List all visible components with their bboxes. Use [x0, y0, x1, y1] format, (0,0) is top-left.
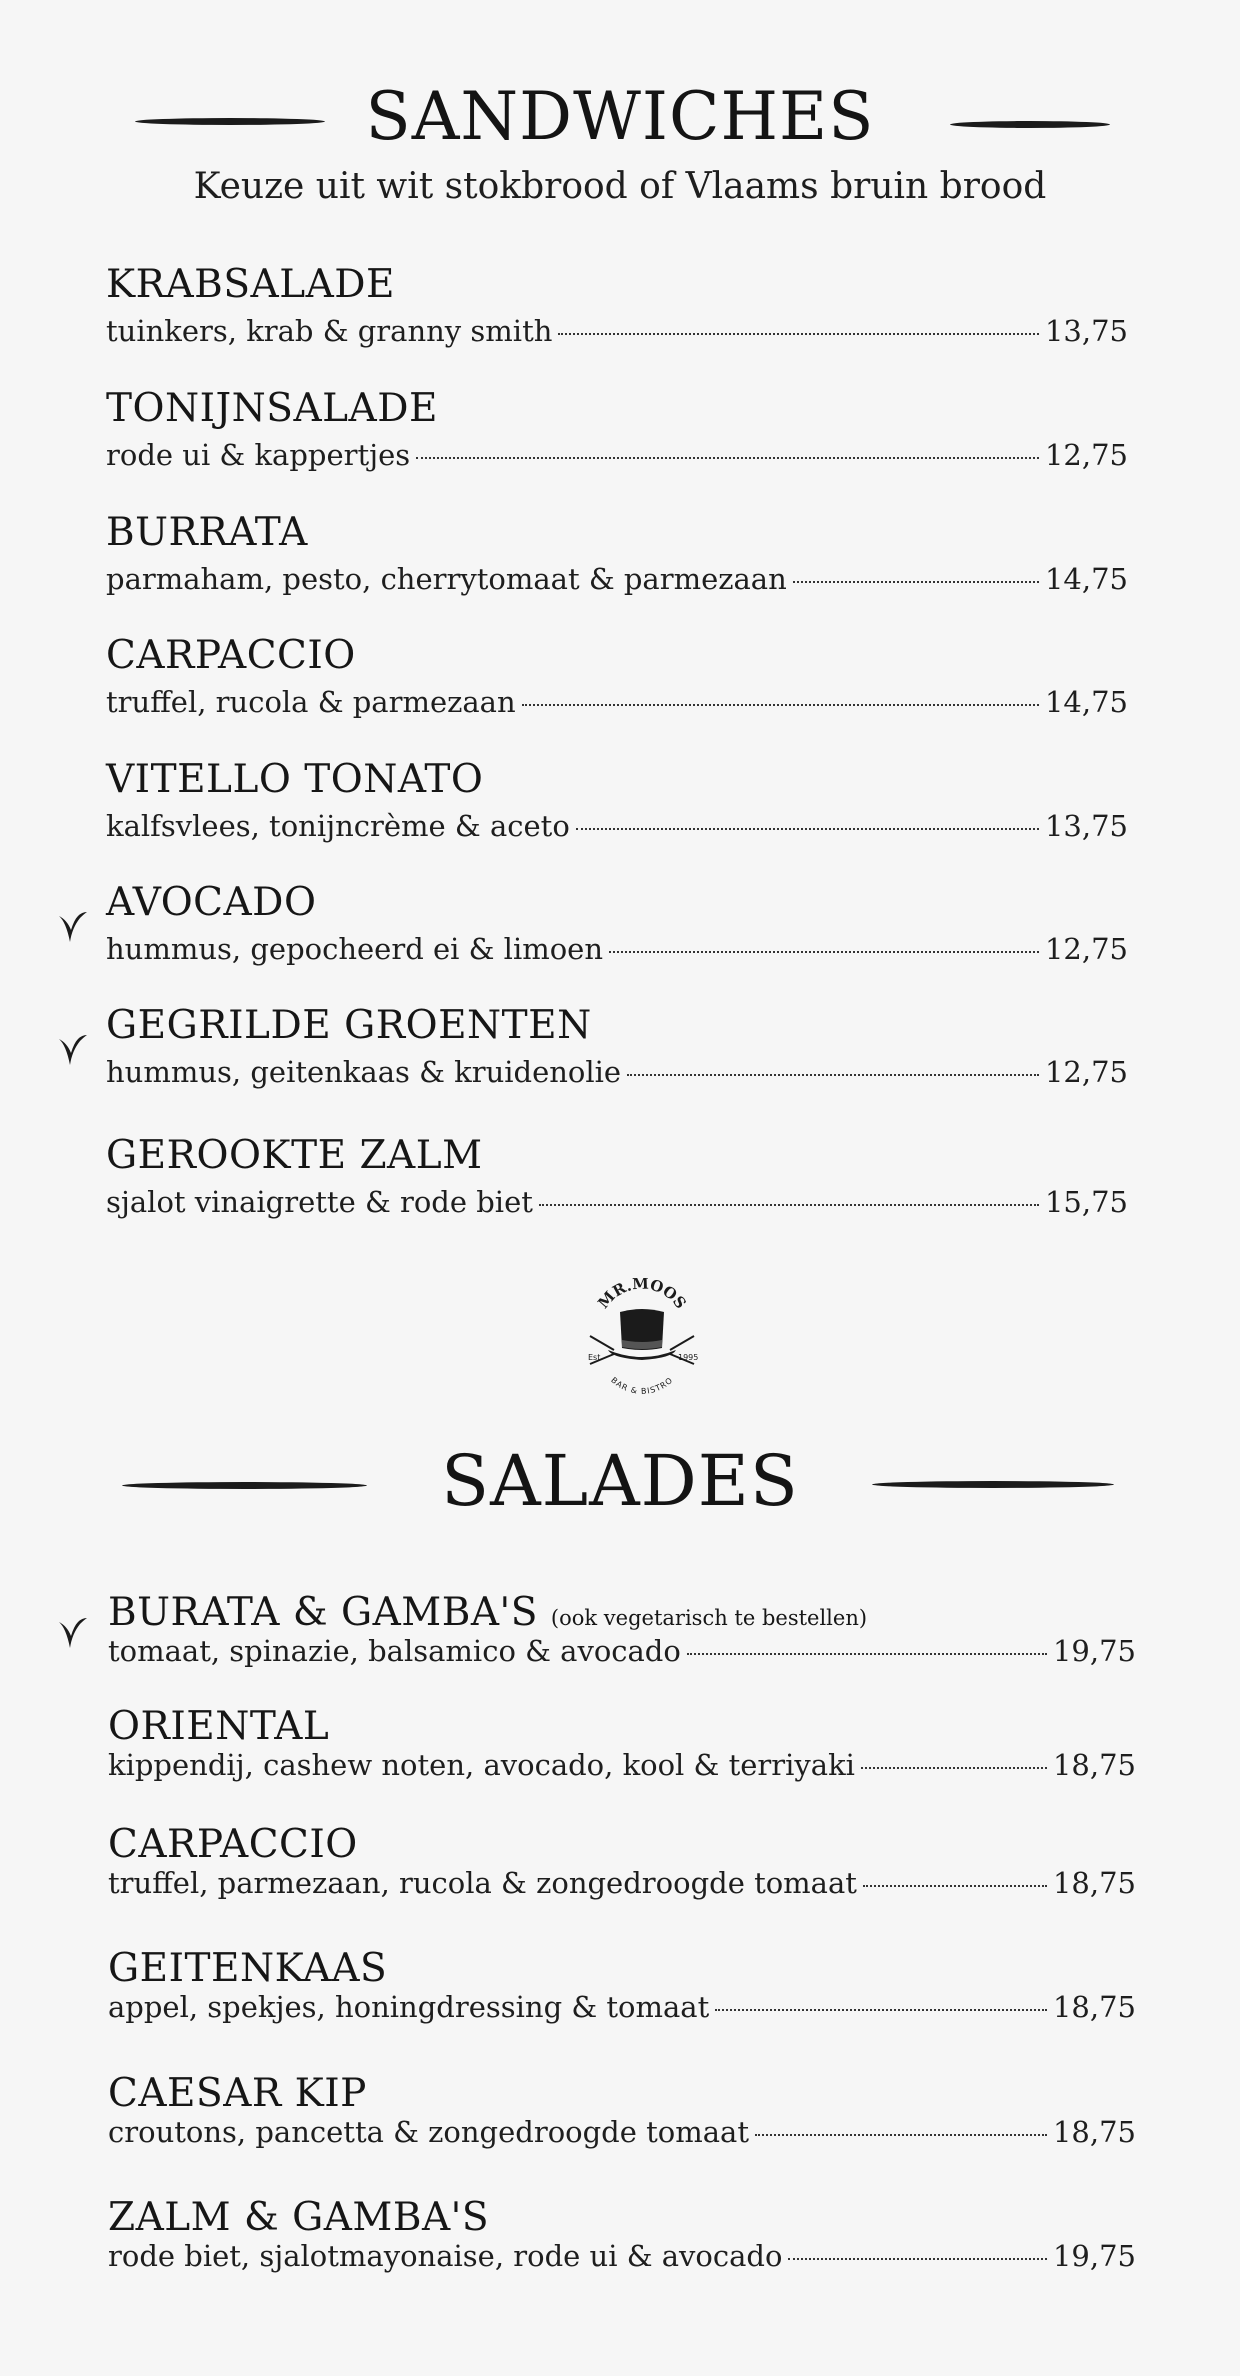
logo-year: 1995	[678, 1353, 699, 1362]
menu-item	[106, 880, 1128, 970]
item-line	[108, 2115, 1136, 2149]
item-line	[106, 562, 1128, 596]
dot-leader	[788, 2258, 1047, 2260]
item-price: 18,75	[1052, 1990, 1136, 2024]
dot-leader	[687, 1653, 1047, 1655]
item-description: parmaham, pesto, cherrytomaat & parmezaan	[106, 562, 787, 596]
item-price: 13,75	[1044, 314, 1128, 348]
item-price: 14,75	[1044, 562, 1128, 596]
item-name	[106, 386, 438, 431]
item-description: hummus, geitenkaas & kruidenolie	[106, 1055, 622, 1089]
item-description: kalfsvlees, tonijncrème & aceto	[106, 809, 570, 843]
dot-leader	[576, 828, 1039, 830]
logo-name: MR.MOOS	[594, 1278, 690, 1313]
item-price: 12,75	[1044, 1055, 1128, 1089]
menu-item	[108, 2195, 1136, 2285]
item-name-text: KRABSALADE	[106, 262, 396, 307]
sandwiches-subtitle: Keuze uit wit stokbrood of Vlaams bruin brood	[193, 166, 1047, 207]
item-name	[108, 2071, 367, 2116]
item-line	[108, 1634, 1136, 1668]
logo-tagline: BAR & BISTRO	[609, 1375, 675, 1396]
item-line	[106, 314, 1128, 348]
salades-rule-right	[872, 1481, 1114, 1488]
item-name	[108, 1946, 387, 1991]
item-line	[108, 1866, 1136, 1900]
salades-title: SALADES	[441, 1440, 799, 1522]
item-name	[106, 633, 356, 678]
dot-leader	[863, 1885, 1047, 1887]
menu-item	[106, 510, 1128, 600]
item-name-text: GEGRILDE GROENTEN	[106, 1003, 592, 1048]
svg-text:BAR & BISTRO	[609, 1375, 675, 1396]
menu-item	[106, 262, 1128, 352]
menu-item	[106, 1133, 1128, 1223]
item-description: tomaat, spinazie, balsamico & avocado	[108, 1634, 681, 1668]
item-description: hummus, gepocheerd ei & limoen	[106, 932, 604, 966]
item-name	[108, 1704, 329, 1749]
item-note: (ook vegetarisch te bestellen)	[550, 1606, 868, 1630]
sandwiches-title: SANDWICHES	[365, 78, 875, 155]
item-name	[106, 262, 395, 307]
item-price: 12,75	[1044, 932, 1128, 966]
item-description: croutons, pancetta & zongedroogde tomaat	[108, 2115, 749, 2149]
item-description: tuinkers, krab & granny smith	[106, 314, 553, 348]
item-name	[106, 1003, 592, 1048]
item-price: 18,75	[1052, 2115, 1136, 2149]
item-line	[106, 809, 1128, 843]
item-line	[108, 2239, 1136, 2273]
item-name-text: BURRATA	[106, 510, 308, 555]
item-name	[106, 510, 308, 555]
item-name-text: CARPACCIO	[106, 633, 356, 678]
menu-item	[108, 2071, 1136, 2161]
menu-item	[106, 633, 1128, 723]
item-line	[108, 1990, 1136, 2024]
item-name	[108, 1822, 358, 1867]
item-description: appel, spekjes, honingdressing & tomaat	[108, 1990, 710, 2024]
item-description: truffel, rucola & parmezaan	[106, 685, 516, 719]
item-name-text: VITELLO TONATO	[106, 757, 484, 802]
item-name	[108, 2195, 489, 2240]
dot-leader	[416, 457, 1039, 459]
item-name-text: CARPACCIO	[108, 1822, 358, 1867]
item-line	[106, 932, 1128, 966]
item-name-text: ZALM & GAMBA'S	[108, 2195, 490, 2240]
dot-leader	[558, 333, 1039, 335]
item-line	[106, 685, 1128, 719]
item-description: kippendij, cashew noten, avocado, kool & terriyaki	[108, 1748, 855, 1782]
item-description: rode biet, sjalotmayonaise, rode ui & avocado	[108, 2239, 783, 2273]
dot-leader	[755, 2134, 1047, 2136]
vegetarian-leaf-icon	[56, 1031, 90, 1069]
item-description: sjalot vinaigrette & rode biet	[106, 1185, 533, 1219]
item-name-text: BURATA & GAMBA'S	[108, 1590, 538, 1635]
menu-item	[106, 386, 1128, 476]
item-name-text: GEROOKTE ZALM	[106, 1133, 483, 1178]
item-line	[106, 438, 1128, 472]
item-price: 18,75	[1052, 1866, 1136, 1900]
dot-leader	[627, 1074, 1039, 1076]
title-rule-right	[950, 121, 1110, 128]
vegetarian-leaf-icon	[56, 908, 90, 946]
menu-item	[106, 1003, 1128, 1093]
item-price: 14,75	[1044, 685, 1128, 719]
logo-est: Est.	[588, 1353, 603, 1362]
item-price: 19,75	[1052, 2239, 1136, 2273]
item-description: truffel, parmezaan, rucola & zongedroogde tomaat	[108, 1866, 857, 1900]
svg-text:MR.MOOS	[594, 1278, 689, 1312]
item-line	[108, 1748, 1136, 1782]
item-name	[106, 880, 316, 925]
item-name-text: AVOCADO	[106, 880, 317, 925]
menu-item	[108, 1590, 1136, 1680]
item-line	[106, 1055, 1128, 1089]
dot-leader	[715, 2009, 1047, 2011]
item-price: 13,75	[1044, 809, 1128, 843]
menu-item	[108, 1704, 1136, 1794]
item-name-text: CAESAR KIP	[108, 2071, 367, 2116]
menu-item	[108, 1946, 1136, 2036]
item-name	[106, 1133, 483, 1178]
mrmoos-logo	[580, 1278, 704, 1404]
item-name-text: GEITENKAAS	[108, 1946, 388, 1991]
item-price: 12,75	[1044, 438, 1128, 472]
item-line	[106, 1185, 1128, 1219]
dot-leader	[609, 951, 1039, 953]
item-price: 19,75	[1052, 1634, 1136, 1668]
item-name	[106, 757, 483, 802]
item-description: rode ui & kappertjes	[106, 438, 411, 472]
dot-leader	[861, 1767, 1047, 1769]
item-price: 18,75	[1052, 1748, 1136, 1782]
dot-leader	[793, 581, 1039, 583]
menu-item	[108, 1822, 1136, 1912]
item-name-text: TONIJNSALADE	[106, 386, 438, 431]
menu-item	[106, 757, 1128, 847]
dot-leader	[539, 1204, 1039, 1206]
item-name-text: ORIENTAL	[108, 1704, 330, 1749]
item-name	[108, 1590, 867, 1635]
item-price: 15,75	[1044, 1185, 1128, 1219]
vegetarian-leaf-icon	[56, 1614, 90, 1652]
dot-leader	[522, 704, 1039, 706]
